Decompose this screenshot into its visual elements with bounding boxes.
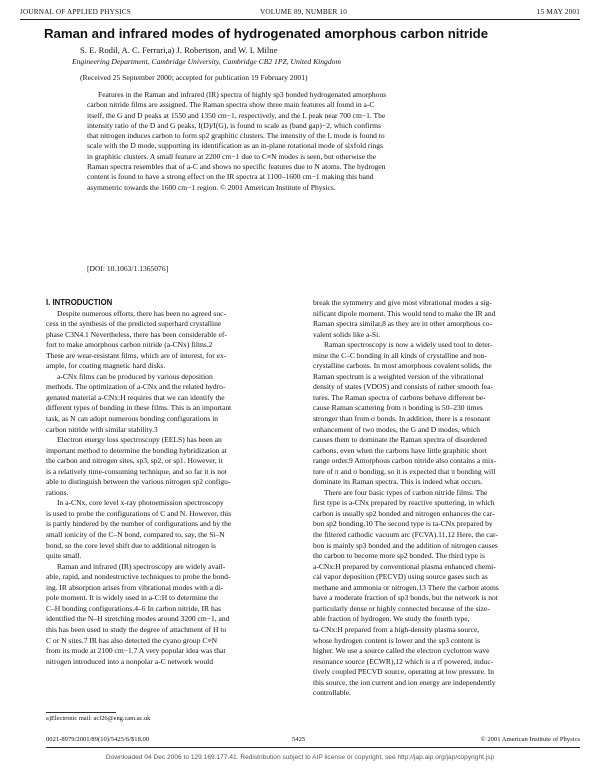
text-line: bon is mainly sp3 bonded and the addition of nitrogen causes: [313, 540, 498, 550]
text-line: the carbon to become more sp2 bonded. The third type is: [313, 551, 485, 561]
text-line: able to distinguish between the various nitrogen sp2 configu-: [46, 477, 231, 487]
abstract-line: intensity ratio of the D and G peaks, I(D)/I(G), is found to scale as (band gap)−2, which confirms: [87, 120, 381, 130]
footnote-rule: [46, 712, 116, 713]
journal-name: JOURNAL OF APPLIED PHYSICS: [20, 8, 131, 16]
text-line: methods. The optimization of a-CNx and the related hydro-: [46, 382, 226, 392]
abstract-line: Features in the Raman and infrared (IR) spectra of highly sp3 bonded hydrogenated amorphous: [98, 90, 387, 99]
text-line: controllable.: [313, 688, 351, 698]
abstract-line: Raman spectra resembles that of a-C and shows no specific features due to N atoms. The hydrogen: [87, 162, 386, 172]
received-dates: (Received 25 September 2000; accepted for publication 19 February 2001): [80, 73, 308, 82]
text-line: crystalline carbons. In most amorphous covalent solids, the: [313, 361, 492, 371]
abstract-line: asymmetric towards the 1600 cm−1 region. © 2001 American Institute of Physics.: [87, 182, 336, 192]
text-line: this source, the ion current and ion energy are independently: [313, 677, 496, 687]
text-line: particularly dense or highly connected because of the size-: [313, 603, 490, 613]
affiliation: Engineering Department, Cambridge University, Cambridge CB2 1PZ, United Kingdom: [72, 57, 341, 66]
text-line: cause Raman scattering from π bonding is 50–230 times: [313, 403, 483, 413]
text-line: a-CNx films can be produced by various deposition: [57, 371, 213, 381]
text-line: different types of bonding in these films. This is an important: [46, 403, 232, 413]
text-line: There are four basic types of carbon nitride films. The: [324, 487, 488, 497]
abstract-line: scale with the D mode, supporting its identification as an in-plane rotational mode of sixfold rings: [87, 141, 383, 151]
text-line: important method to determine the bonding hybridization at: [46, 445, 227, 455]
footer-rule: [46, 747, 580, 748]
text-line: rations.: [46, 487, 69, 497]
text-line: is partly hindered by the number of configurations and by the: [46, 519, 232, 529]
abstract-line: that nitrogen induces carbon to form sp2 graphitic clusters. The intensity of the L mode is found to: [87, 131, 385, 141]
download-notice[interactable]: Downloaded 04 Dec 2006 to 129.169.177.41. Redistribution subject to AIP license or copyright, see http://jap.aip.org/jap/copyright.jsp: [105, 754, 495, 761]
text-line: Raman and infrared (IR) spectroscopy are widely avail-: [57, 561, 226, 571]
text-line: task, as N can adopt numerous bonding configurations in: [46, 414, 219, 424]
text-line: quite small.: [46, 551, 82, 561]
header-rule: [20, 19, 580, 20]
text-line: stronger than from σ bonds. In addition, there is a resonant: [313, 414, 491, 424]
text-line: methane and ammonia or nitrogen.13 There the carbon atoms: [313, 582, 499, 592]
section-heading: I. INTRODUCTION: [46, 298, 113, 307]
text-line: first type is a-CNx prepared by reactive sputtering, in which: [313, 498, 495, 508]
text-line: bon sp2 bonding.10 The second type is ta-CNx prepared by: [313, 519, 493, 529]
text-line: carbons, even when the carbons have little graphitic short: [313, 445, 487, 455]
abstract: [87, 90, 549, 193]
abstract-line: in graphitic clusters. A small feature at 2200 cm−1 due to C≡N modes is seen, but otherwise the: [87, 151, 377, 161]
volume-number: VOLUME 89, NUMBER 10: [260, 8, 348, 16]
text-line: ing. IR absorption arises from vibrational modes with a di-: [46, 582, 224, 592]
text-line: Raman spectrum is a weighted version of the vibrational: [313, 371, 484, 381]
text-line: fort to make amorphous carbon nitride (a-CNx) films.2: [46, 340, 213, 350]
author-list: S. E. Rodil, A. C. Ferrari,a) J. Robertson, and W. I. Milne: [80, 45, 278, 55]
text-line: cal vapor deposition (PECVD) using source gases such as: [313, 572, 488, 582]
abstract-line: carbon nitride films are assigned. The Raman spectra show three main features all found in a-C: [87, 100, 375, 110]
text-line: the filtered cathodic vacuum arc (FCVA).11,12 Here, the car-: [313, 530, 498, 540]
text-line: These are wear-resistant films, which are of interest, for ex-: [46, 350, 227, 360]
left-column: [46, 298, 309, 667]
text-line: tively coupled PECVD source, operating at low pressure. In: [313, 667, 495, 677]
text-line: causes them to dominate the Raman spectra of disordered: [313, 435, 487, 445]
text-line: is used to probe the configurations of C and N. However, this: [46, 508, 232, 518]
paper-title: Raman and infrared modes of hydrogenated amorphous carbon nitride: [44, 26, 489, 41]
text-line: higher. We use a source called the electron cyclotron wave: [313, 646, 490, 656]
text-line: density of states (VDOS) and consists of rather smooth fea-: [313, 382, 494, 392]
abstract-line: content is found to have a strong effect on the IR spectra at 1100–1600 cm−1 making this band: [87, 172, 374, 182]
text-line: cess in the synthesis of the predicted superhard crystalline: [46, 319, 222, 329]
text-line: phase C3N4.1 Nevertheless, there has been considerable ef-: [46, 329, 227, 339]
text-line: able, rapid, and nondestructive techniques to probe the bond-: [46, 572, 231, 582]
text-line: Electron energy loss spectroscopy (EELS) has been an: [57, 435, 222, 445]
text-line: genated material a-CNx:H requires that we can identify the: [46, 392, 225, 402]
text-line: tures. The Raman spectra of carbons behave different be-: [313, 392, 486, 402]
text-line: Despite numerous efforts, there has been no agreed suc-: [57, 308, 226, 318]
text-line: pole moment. It is widely used in a-C:H to determine the: [46, 593, 219, 603]
text-line: this has been used to study the degree of attachment of H to: [46, 624, 227, 634]
text-line: ta-CNx:H prepared from a high-density plasma source,: [313, 624, 480, 634]
text-line: a-CNx:H prepared by conventional plasma enhanced chemi-: [313, 561, 496, 571]
text-line: small ionicity of the C–N bond, compared to, say, the Si–N: [46, 530, 225, 540]
doi-link[interactable]: [DOI: 10.1063/1.1365076]: [87, 264, 169, 273]
text-line: dominate its Raman spectra. This is indeed what occurs.: [313, 477, 483, 487]
text-line: range order.9 Amorphous carbon nitride also contains a mix-: [313, 456, 497, 466]
copyright-notice: © 2001 American Institute of Physics: [480, 736, 580, 743]
page-number: 5425: [292, 736, 306, 743]
issue-date: 15 MAY 2001: [536, 8, 580, 16]
text-line: whose hydrogen content is lower and the sp3 content is: [313, 635, 481, 645]
right-column: [313, 298, 576, 699]
text-line: Raman spectra similar,8 as they are in other amorphous co-: [313, 319, 493, 329]
text-line: the carbon and nitrogen sites, sp3, sp2, or sp1. However, it: [46, 456, 223, 466]
text-line: valent solids like a-Si.: [313, 329, 381, 339]
text-line: bond, so the core level shift due to additional nitrogen is: [46, 540, 216, 550]
text-line: C–H bonding configurations.4–6 In carbon nitride, IR has: [46, 603, 222, 613]
text-line: ample, for coating magnetic hard disks.: [46, 361, 166, 371]
text-line: mine the C–C bonding in all kinds of crystalline and non-: [313, 350, 487, 360]
text-line: nificant dipole moment. This would tend to make the IR and: [313, 308, 496, 318]
text-line: able fraction of hydrogen. We study the fourth type,: [313, 614, 470, 624]
text-line: identified the N–H stretching modes around 3200 cm−1, and: [46, 614, 230, 624]
text-line: ture of π and σ bonding, so it is expected that π bonding will: [313, 466, 496, 476]
article-code: 0021-8979/2001/89(10)/5425/6/$18.00: [46, 736, 150, 743]
text-line: have a moderate fraction of sp3 bonds, but the network is not: [313, 593, 498, 603]
text-line: break the symmetry and give most vibrational modes a sig-: [313, 298, 492, 307]
text-line: is a relatively time-consuming technique, and so far it is not: [46, 466, 227, 476]
text-line: carbon is usually sp2 bonded and nitrogen enhances the car-: [313, 508, 495, 518]
text-line: resonance source (ECWR),12 which is a rf powered, induc-: [313, 656, 494, 666]
text-line: enhancement of two modes, the G and D modes, which: [313, 424, 481, 434]
text-line: In a-CNx, core level x-ray photoemission spectroscopy: [57, 498, 224, 508]
text-line: carbon nitride with similar stability.3: [46, 424, 158, 434]
text-line: Raman spectroscopy is now a widely used tool to deter-: [324, 340, 493, 350]
abstract-line: itself, the G and D peaks at 1550 and 1350 cm−1, respectively, and the L peak near 700 cm−1. The: [87, 110, 386, 120]
text-line: nitrogen introduced into a nonpolar a-C network would: [46, 656, 214, 666]
text-line: C or N sites.7 IR has also detected the cyano group C≡N: [46, 635, 218, 645]
footnote-email: a)Electronic mail: acf26@eng.cam.ac.uk: [46, 715, 151, 722]
text-line: from its mode at 2100 cm−1.7 A very popular idea was that: [46, 646, 226, 656]
